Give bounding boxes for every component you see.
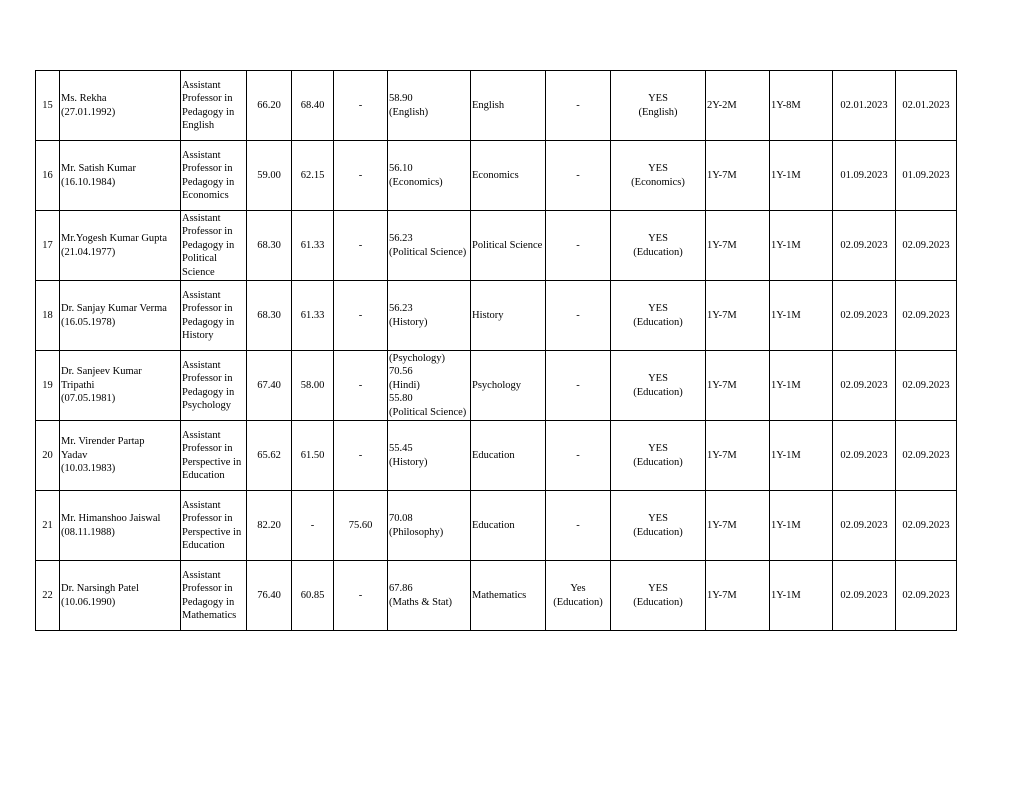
marks-cell-1: 67.40 xyxy=(247,351,292,421)
date-cell-2: 01.09.2023 xyxy=(896,141,957,211)
additional-qualification-cell xyxy=(546,421,611,491)
marks-cell-2: 60.85 xyxy=(292,561,334,631)
marks-cell-2: 62.15 xyxy=(292,141,334,211)
marks-cell-3: - xyxy=(334,421,388,491)
marks-cell-3: 75.60 xyxy=(334,491,388,561)
additional-qualification-cell xyxy=(546,491,611,561)
experience-cell-1: 1Y-7M xyxy=(706,421,770,491)
additional-qualification-line: - xyxy=(576,519,580,531)
date-cell-1: 02.09.2023 xyxy=(833,281,896,351)
table-row xyxy=(36,561,957,631)
post-applied-cell xyxy=(181,281,247,351)
additional-qualification-line: - xyxy=(576,309,580,321)
experience-cell-2: 1Y-1M xyxy=(770,351,833,421)
post-applied-cell xyxy=(181,141,247,211)
post-applied-cell xyxy=(181,211,247,281)
pg-marks-line: 56.10 xyxy=(389,163,413,175)
experience-cell-2: 1Y-1M xyxy=(770,491,833,561)
candidate-name-cell xyxy=(60,421,181,491)
net-status-line: YES xyxy=(648,583,668,595)
experience-cell-2: 1Y-1M xyxy=(770,561,833,631)
post-applied-line: Assistant xyxy=(182,149,221,161)
marks-cell-2: - xyxy=(292,491,334,561)
post-applied-line: Assistant xyxy=(182,569,221,581)
candidate-name-line: Dr. Narsingh Patel xyxy=(61,583,139,595)
subject-cell: History xyxy=(471,281,546,351)
post-applied-line: Science xyxy=(182,266,215,278)
candidate-name-cell xyxy=(60,561,181,631)
additional-qualification-line: - xyxy=(576,239,580,251)
experience-cell-1: 1Y-7M xyxy=(706,351,770,421)
post-applied-line: Professor in xyxy=(182,373,233,385)
date-cell-1: 01.09.2023 xyxy=(833,141,896,211)
candidate-name-line: (10.03.1983) xyxy=(61,463,116,475)
marks-cell-1: 82.20 xyxy=(247,491,292,561)
date-cell-2: 02.01.2023 xyxy=(896,71,957,141)
serial-number-cell: 18 xyxy=(36,281,60,351)
candidate-name-cell xyxy=(60,281,181,351)
net-status-line: (Education) xyxy=(633,456,683,468)
table-row xyxy=(36,141,957,211)
additional-qualification-cell xyxy=(546,281,611,351)
marks-cell-1: 66.20 xyxy=(247,71,292,141)
pg-marks-line: 56.23 xyxy=(389,233,413,245)
post-applied-line: History xyxy=(182,329,214,341)
candidate-name-cell xyxy=(60,491,181,561)
net-status-line: YES xyxy=(648,443,668,455)
pg-marks-cell xyxy=(388,421,471,491)
marks-cell-3: - xyxy=(334,211,388,281)
pg-marks-line: (Maths & Stat) xyxy=(389,596,452,608)
post-applied-line: Professor in xyxy=(182,513,233,525)
net-status-line: YES xyxy=(648,513,668,525)
post-applied-cell xyxy=(181,351,247,421)
date-cell-1: 02.09.2023 xyxy=(833,211,896,281)
serial-number-cell: 17 xyxy=(36,211,60,281)
post-applied-line: Psychology xyxy=(182,399,232,411)
candidate-name-line: (21.04.1977) xyxy=(61,246,116,258)
experience-cell-1: 1Y-7M xyxy=(706,281,770,351)
post-applied-line: Assistant xyxy=(182,499,221,511)
post-applied-line: Pedagogy in xyxy=(182,386,235,398)
net-status-line: (Economics) xyxy=(631,176,685,188)
post-applied-line: Professor in xyxy=(182,443,233,455)
date-cell-1: 02.09.2023 xyxy=(833,491,896,561)
pg-marks-line: (History) xyxy=(389,456,428,468)
pg-marks-line: 55.45 xyxy=(389,443,413,455)
post-applied-line: English xyxy=(182,119,215,131)
net-status-cell xyxy=(611,561,706,631)
candidate-name-cell xyxy=(60,211,181,281)
subject-cell: Education xyxy=(471,421,546,491)
additional-qualification-line: (Education) xyxy=(553,596,603,608)
additional-qualification-line: - xyxy=(576,169,580,181)
post-applied-line: Professor in xyxy=(182,163,233,175)
candidate-name-line: (27.01.1992) xyxy=(61,106,116,118)
additional-qualification-cell xyxy=(546,561,611,631)
pg-marks-line: 70.08 xyxy=(389,513,413,525)
candidate-name-cell xyxy=(60,141,181,211)
candidate-name-line: Yadav xyxy=(61,449,88,461)
serial-number-cell: 21 xyxy=(36,491,60,561)
post-applied-line: Pedagogy in xyxy=(182,316,235,328)
table-row xyxy=(36,71,957,141)
post-applied-line: Perspective in xyxy=(182,456,242,468)
marks-cell-1: 65.62 xyxy=(247,421,292,491)
candidate-name-line: (16.10.1984) xyxy=(61,176,116,188)
serial-number-cell: 16 xyxy=(36,141,60,211)
candidate-name-cell xyxy=(60,71,181,141)
table-row xyxy=(36,281,957,351)
marks-cell-3: - xyxy=(334,141,388,211)
post-applied-line: Assistant xyxy=(182,289,221,301)
post-applied-line: Professor in xyxy=(182,303,233,315)
date-cell-2: 02.09.2023 xyxy=(896,281,957,351)
marks-cell-2: 61.33 xyxy=(292,281,334,351)
experience-cell-2: 1Y-8M xyxy=(770,71,833,141)
subject-cell: Mathematics xyxy=(471,561,546,631)
post-applied-cell xyxy=(181,491,247,561)
post-applied-line: Education xyxy=(182,469,225,481)
table-body xyxy=(36,71,957,631)
pg-marks-cell xyxy=(388,351,471,421)
date-cell-1: 02.01.2023 xyxy=(833,71,896,141)
marks-cell-2: 61.50 xyxy=(292,421,334,491)
post-applied-line: Pedagogy in xyxy=(182,176,235,188)
additional-qualification-cell xyxy=(546,351,611,421)
marks-cell-1: 68.30 xyxy=(247,211,292,281)
pg-marks-line: (Political Science) xyxy=(389,246,467,258)
post-applied-line: Assistant xyxy=(182,429,221,441)
post-applied-line: Mathematics xyxy=(182,609,237,621)
net-status-line: YES xyxy=(648,303,668,315)
net-status-line: (Education) xyxy=(633,596,683,608)
net-status-cell xyxy=(611,421,706,491)
pg-marks-cell xyxy=(388,211,471,281)
net-status-cell xyxy=(611,71,706,141)
table-row xyxy=(36,211,957,281)
marks-cell-3: - xyxy=(334,281,388,351)
candidate-name-line: Mr. Virender Partap xyxy=(61,436,145,448)
pg-marks-cell xyxy=(388,491,471,561)
pg-marks-cell xyxy=(388,561,471,631)
marks-cell-1: 59.00 xyxy=(247,141,292,211)
date-cell-1: 02.09.2023 xyxy=(833,421,896,491)
marks-cell-2: 61.33 xyxy=(292,211,334,281)
additional-qualification-line: - xyxy=(576,379,580,391)
subject-cell: Education xyxy=(471,491,546,561)
additional-qualification-line: - xyxy=(576,449,580,461)
post-applied-line: Pedagogy in xyxy=(182,596,235,608)
net-status-line: YES xyxy=(648,163,668,175)
candidate-name-line: Tripathi xyxy=(61,379,95,391)
candidate-name-line: (08.11.1988) xyxy=(61,526,115,538)
net-status-line: YES xyxy=(648,373,668,385)
pg-marks-line: (Hindi) xyxy=(389,379,420,391)
post-applied-line: Economics xyxy=(182,189,229,201)
net-status-cell xyxy=(611,351,706,421)
net-status-cell xyxy=(611,491,706,561)
post-applied-cell xyxy=(181,561,247,631)
date-cell-2: 02.09.2023 xyxy=(896,561,957,631)
experience-cell-2: 1Y-1M xyxy=(770,281,833,351)
serial-number-cell: 15 xyxy=(36,71,60,141)
net-status-line: (Education) xyxy=(633,316,683,328)
subject-cell: Political Science xyxy=(471,211,546,281)
pg-marks-line: (English) xyxy=(389,106,429,118)
date-cell-2: 02.09.2023 xyxy=(896,491,957,561)
candidate-name-line: Dr. Sanjay Kumar Verma xyxy=(61,303,167,315)
marks-cell-2: 58.00 xyxy=(292,351,334,421)
post-applied-line: Pedagogy in xyxy=(182,106,235,118)
net-status-line: (English) xyxy=(638,106,678,118)
post-applied-line: Professor in xyxy=(182,583,233,595)
net-status-line: (Education) xyxy=(633,246,683,258)
pg-marks-cell xyxy=(388,281,471,351)
post-applied-line: Assistant xyxy=(182,212,221,224)
pg-marks-line: 67.86 xyxy=(389,583,413,595)
experience-cell-1: 1Y-7M xyxy=(706,211,770,281)
post-applied-line: Assistant xyxy=(182,79,221,91)
pg-marks-line: 56.23 xyxy=(389,303,413,315)
subject-cell: Psychology xyxy=(471,351,546,421)
experience-cell-2: 1Y-1M xyxy=(770,141,833,211)
post-applied-line: Assistant xyxy=(182,359,221,371)
experience-cell-1: 1Y-7M xyxy=(706,561,770,631)
post-applied-cell xyxy=(181,71,247,141)
candidate-name-line: (10.06.1990) xyxy=(61,596,116,608)
experience-cell-2: 1Y-1M xyxy=(770,421,833,491)
post-applied-line: Perspective in xyxy=(182,526,242,538)
marks-cell-2: 68.40 xyxy=(292,71,334,141)
post-applied-cell xyxy=(181,421,247,491)
candidate-name-line: Dr. Sanjeev Kumar xyxy=(61,366,142,378)
post-applied-line: Professor in xyxy=(182,93,233,105)
serial-number-cell: 19 xyxy=(36,351,60,421)
candidate-name-line: (16.05.1978) xyxy=(61,316,116,328)
experience-cell-2: 1Y-1M xyxy=(770,211,833,281)
date-cell-1: 02.09.2023 xyxy=(833,561,896,631)
pg-marks-line: (Political Science) xyxy=(389,406,467,418)
net-status-cell xyxy=(611,281,706,351)
pg-marks-line: (Psychology) xyxy=(389,352,445,364)
pg-marks-line: (Economics) xyxy=(389,176,443,188)
pg-marks-line: 70.56 xyxy=(389,366,413,378)
experience-cell-1: 1Y-7M xyxy=(706,491,770,561)
net-status-cell xyxy=(611,141,706,211)
faculty-table xyxy=(35,70,957,631)
additional-qualification-line: - xyxy=(576,99,580,111)
table-row xyxy=(36,421,957,491)
candidate-name-line: Mr. Satish Kumar xyxy=(61,163,136,175)
additional-qualification-cell xyxy=(546,211,611,281)
date-cell-2: 02.09.2023 xyxy=(896,211,957,281)
net-status-line: YES xyxy=(648,233,668,245)
post-applied-line: Education xyxy=(182,539,225,551)
marks-cell-1: 76.40 xyxy=(247,561,292,631)
table-row xyxy=(36,351,957,421)
candidate-name-line: Mr. Himanshoo Jaiswal xyxy=(61,513,161,525)
net-status-cell xyxy=(611,211,706,281)
subject-cell: English xyxy=(471,71,546,141)
pg-marks-line: (Philosophy) xyxy=(389,526,444,538)
pg-marks-line: 55.80 xyxy=(389,393,413,405)
pg-marks-line: 58.90 xyxy=(389,93,413,105)
net-status-line: (Education) xyxy=(633,526,683,538)
additional-qualification-line: Yes xyxy=(570,583,586,595)
pg-marks-line: (History) xyxy=(389,316,428,328)
candidate-name-line: (07.05.1981) xyxy=(61,393,116,405)
experience-cell-1: 2Y-2M xyxy=(706,71,770,141)
post-applied-line: Pedagogy in xyxy=(182,239,235,251)
date-cell-1: 02.09.2023 xyxy=(833,351,896,421)
candidate-name-cell xyxy=(60,351,181,421)
marks-cell-3: - xyxy=(334,71,388,141)
date-cell-2: 02.09.2023 xyxy=(896,421,957,491)
marks-cell-3: - xyxy=(334,561,388,631)
candidate-name-line: Mr.Yogesh Kumar Gupta xyxy=(61,233,167,245)
date-cell-2: 02.09.2023 xyxy=(896,351,957,421)
pg-marks-cell xyxy=(388,141,471,211)
experience-cell-1: 1Y-7M xyxy=(706,141,770,211)
table-row xyxy=(36,491,957,561)
marks-cell-3: - xyxy=(334,351,388,421)
post-applied-line: Political xyxy=(182,253,217,265)
pg-marks-cell xyxy=(388,71,471,141)
candidate-name-line: Ms. Rekha xyxy=(61,93,107,105)
post-applied-line: Professor in xyxy=(182,226,233,238)
additional-qualification-cell xyxy=(546,141,611,211)
net-status-line: (Education) xyxy=(633,386,683,398)
serial-number-cell: 22 xyxy=(36,561,60,631)
net-status-line: YES xyxy=(648,93,668,105)
serial-number-cell: 20 xyxy=(36,421,60,491)
additional-qualification-cell xyxy=(546,71,611,141)
subject-cell: Economics xyxy=(471,141,546,211)
marks-cell-1: 68.30 xyxy=(247,281,292,351)
